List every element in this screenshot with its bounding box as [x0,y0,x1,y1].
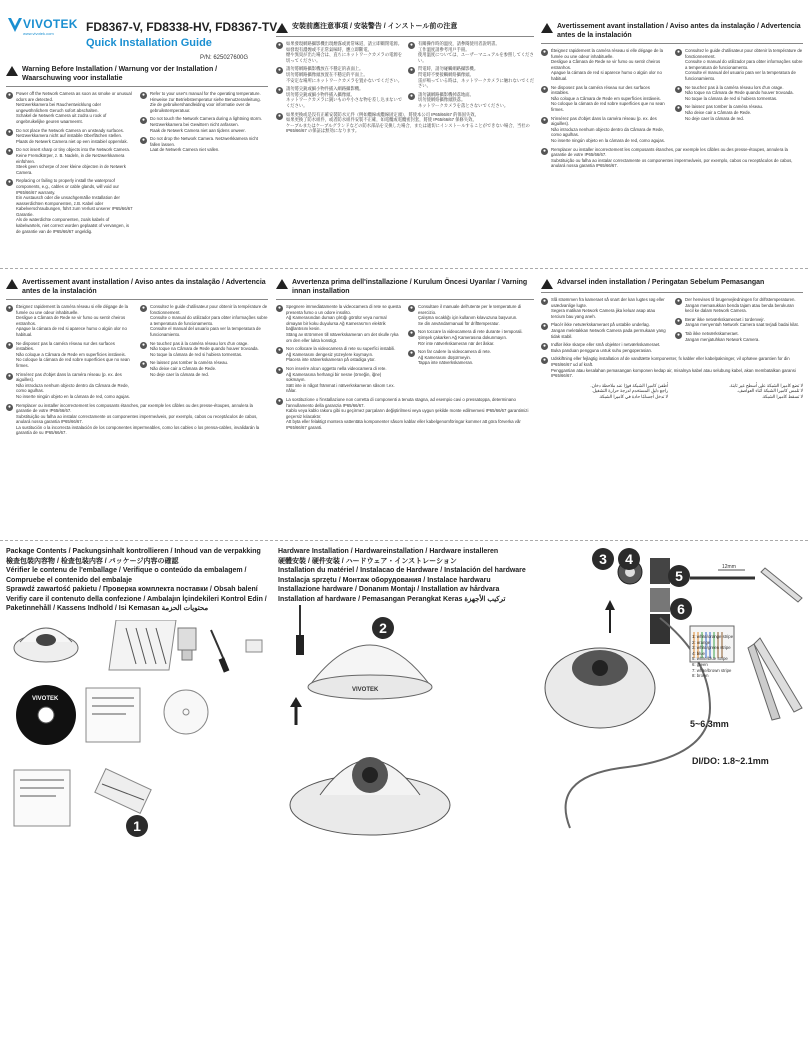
warning-item [6,372,134,400]
warning-text: Do not insert sharp or tiny objects into the Network Camera. Keine Fremdkörper, z. B. Nadeln, in die Netzwerkkamera einführen. Steek geen scherpe of zeer kleine objecten in de Netwerk Camera. [16,147,130,175]
warning-column-right [675,297,803,356]
warning-item [276,66,402,83]
warning-column-right [675,48,803,147]
desiccant-pack-icon [95,769,151,814]
warning-text: Consultare il manuale dell'utente per le temperature di esercizio. Çalışma sıcaklığı için kullanım kılavuzuna başvurun. Se din användarmanual för drifttemperatur. [418,304,522,326]
warning-text: Remplacer ou installer incorrectement les composants étanches, par exemple les câbles ou des presse-étoupes, annulera la garantie de votre IP65/66/67. Substituição ou falha ao instalar correctamente os componentes impermeáveis, por exemplo, cabos ou receptáculos de cabos, anulará nossa garantia IP65/66/67. La sustitución o la incorrecta instalación de los componentes impermeables, como los cables o los prensa-cables, invalidarán la garantía de su IP65/66/67. [16,402,260,436]
bullet-icon: ● [409,67,414,74]
warning-item [6,128,134,145]
arabic-text: راجع دليل المستخدم لدرجة حرارة التشغيل. [591,388,668,394]
warning-item [276,41,402,63]
warning-column-left [276,304,402,397]
bullet-icon: ● [542,323,547,330]
crimp-tool-icon [748,638,802,720]
arabic-warnings [541,383,803,400]
bullet-icon: ● [7,341,12,348]
section-divider [0,268,808,269]
screwdriver-icon [211,630,229,673]
vivotek-logo-icon [8,18,22,32]
bullet-icon: ● [7,403,12,410]
bullet-icon: ● [676,317,681,324]
warning-item [6,91,134,125]
warning-triangle-icon [276,279,288,289]
warning-text: Berør ikke netværkskameraet i tordenvejr. Jangan menyentuh Network Camera saat terjadi badai kilat. [685,316,799,328]
arrow-up-icon [290,697,302,725]
warning-text: Consultez le guide d'utilisateur pour obtenir la température de fonctionnement. Consulte o manual do utilizador para obter informações sobre a temperatura de funcionamento. Consulte el manual del usuario para ver la temperatura de funcionamiento. [685,48,803,81]
screw-pack-icon [109,620,176,670]
warning-item [276,86,402,108]
legend-item: 5: white/blue stripe [692,656,728,662]
bullet-icon: ● [7,305,12,311]
warning-text: N'insérez pas d'objet dans la caméra réseau (p. ex. des aiguilles). Não introduza nenhum objecto dentro da Câmara de Rede, como agulhas. No inserte ningún objeto en la cámara de red, como agujas. [551,115,665,143]
bullet-icon: ● [542,343,547,350]
warning-column-left [276,41,402,112]
warning-panel-fr-pt-es-2 [6,276,268,446]
warning-text: Ne disposez pas la caméra réseau sur des surfaces instables. Não coloque a Câmara de Rede em superfícies instáveis. No coloque la cámara de red sobre superficies que no sean firmes. [551,84,665,112]
warning-item [541,116,669,144]
warning-item [541,85,669,113]
warning-item [541,297,669,319]
warning-text: Remplacer ou installer incorrectement les composants étanches, par exemple les câbles ou des presse-étoupes, annulera la garantie de votre IP65/66/67. Substituição ou falha ao instalar correctamente os componentes impermeáveis, por exemplo, cabos ou receptáculos de cabos, anulará nossa garantia IP65/66/67. [551,146,793,169]
warning-text: Replacing or failing to properly install the waterproof components, e.g., cables or cable glands, will void our IP65/66/67 warranty. Ein Austausch oder die unsachgemäße Installation der wasserdichten Komponenten, z.B. Kabel oder Kabelverschraubungen, führt zum Verlust unserer IP65/66/67 Garantie. Als de waterdichte componenten, zoals kabels of kabelwartels, niet correct worden geplaatst of vervangen, is de garantie van de IP65/66/67 ongeldig. [16,178,133,234]
bullet-icon: ● [277,42,282,48]
bullet-icon: ● [277,366,282,373]
warning-text: N'insérez pas d'objet dans la caméra réseau (p. ex. des aiguilles). Não introduza nenhum objecto dentro da Câmara de Rede, como agulhas. No inserte ningún objeto en la cámara de red, como agujas. [16,371,130,399]
package-title: Package Contents / Packungsinhalt kontrollieren / Inhoud van de verpakking [6,548,261,555]
warning-text: La sostituzione o l'installazione non corretta di componenti a tenuta stagna, ad esempio cavi o pressatoppa, determinano l'annullamento della garanzia IP65/66/67. Kablo veya kablo rakoru gibi su geçirmez parçaların değiştirilmesi veya uygun şekilde monte edilmemesi IP65/66/67 garantimizi geçersiz kılacaktır. Att byta eller felaktigt montera vattentäta komponenter såsom kablar eller kabelgenomföringar kommer att göra förverka vår IP65/66/67 garanti. [286,396,529,430]
warning-item [541,48,669,82]
strip-length-label: 12mm [722,564,736,570]
warning-text: 閃電時，請勿碰觸網路攝影機。 閃電時不要接觸網絡攝像頭。 雷が鳴っている時は、ネットワークカメラに触れないでください。 [418,66,534,89]
warning-header [276,20,534,37]
hardware-title: Installazione hardware / Donanım Montajı / Installation av hårdvara [278,586,500,593]
bullet-icon: ● [542,147,547,154]
warning-title: Avvertenza prima dell'installazione / Kurulum Öncesi Uyarılar / Varning innan installation [292,279,528,295]
warning-item [675,331,803,342]
warning-item [675,317,803,328]
step-1-badge: 1 [126,815,148,837]
arabic-text: لا تسقط كاميرا الشبكة. [761,393,803,399]
warning-item [6,178,134,234]
bullet-icon: ● [409,92,414,99]
warning-item [408,41,534,63]
warning-text: Éteignez rapidement la caméra réseau si elle dégage de la fumée ou une odeur inhabituelle. Desligue a Câmara de Rede se vir fumo ou sentir cheiros estranhos. Apague la cámara de red si aparece humo o algún olor no habitual. [16,304,129,337]
legend-item: 7: white/brown stripe [692,667,732,673]
mounting-bracket-icon [178,628,196,660]
package-title: Verifiy care il contenuto della confezione / Ambalajın İçindekileri Kontrol Edin / Paketinnehåll / Kassens Indhold / Isi Kemasan محتويات الحزمة [6,595,267,612]
cd-brand: VIVOTEK [32,696,59,702]
section-divider [0,540,808,541]
warning-text: Placér ikke netværkskameraet på ustabile underlag. Jangan meletakkan Network Camera pada permukaan yang tidak stabil. [551,322,666,339]
warning-item [541,342,669,353]
di-do-diameter-label: DI/DO: 1.8~2.1mm [692,756,769,766]
bullet-icon: ● [277,347,282,354]
legend-item: 6: green [692,661,708,667]
wire-cutter-icon [761,568,802,602]
hardware-installation-section [278,547,538,604]
bullet-icon: ● [141,117,146,124]
warning-item [6,341,134,369]
warning-title: 安裝前應注意事項 / 安装警告 / インストール前の注意 [292,23,458,30]
warning-text: 請勿將網路攝影機放在不穩定的表面上。 切勿將網路攝像頭放置在不穩定的平面上。 不安定な場所にネットワークカメラを置かないでください。 [286,66,403,83]
dome-removal-illustration [280,605,535,855]
dome-camera-icon [14,628,78,662]
hardware-title: Installation du matériel / Instalacao de Hardware / Instalación del hardware [278,567,526,574]
arabic-text: لا تضع كاميرا الشبكة على أسطح غير ثابتة. [729,382,803,388]
warning-item-waterproof [541,356,803,378]
warning-text: Refer to your user's manual for the operating temperature. Hinweise zur Betriebstemperatur siehe Benutzeranleitung. Zie de gebruikershandleiding voor informatie over de gebruikstemperatuur. [150,91,261,113]
warning-text: Ne touchez pas à la caméra réseau lors d'un orage. Não toque na Câmara de Rede quando houver trovoada. No toque la cámara de red si hubiera tormentas. [150,340,259,357]
warning-text: Non toccare la videocamera di rete durante i temporali. Şimşek çakarken Ağ Kamerasına dokunmayın. Rör inte nätverkskameran när det åskar. [418,329,523,346]
warning-triangle-icon [6,279,18,289]
warning-header [541,20,803,44]
warning-item [140,304,268,338]
warning-text: Ne laissez pas tomber la caméra réseau. Não deixe cair a Câmara de Rede. No deje caer la cámara de red. [685,104,764,121]
camera-body-icon [290,757,450,835]
arabic-text: لا تدخل أجسامًا حادة في كاميرا الشبكة. [598,393,668,399]
warning-column-left [541,48,669,147]
hardware-title: Installation af hardware / Pemasangan Perangkat Keras تركيب الأجهزة [278,595,506,603]
warning-item [675,48,803,82]
bullet-icon: ● [141,92,146,98]
cable-strip-icon [690,570,755,578]
warning-column-left [541,297,669,356]
warning-panel-en-de-nl [6,63,268,263]
warning-text: Non inserire alcun oggetto nella videocamera di rete. Ağ Kamerasına herhangi bir nesne (örneğin, iğne) sokmayın. Sätt inte in något främmat i nätverkskameran såsom t.ex. nålar. [286,365,395,394]
bullet-icon: ● [409,305,414,311]
camera-housing-icon [545,648,655,728]
warning-column-left [6,304,134,403]
warning-column-right [408,304,534,397]
warning-text: 如果更換或是沒有正確安裝防水元件（例如纜線或纜線固定頭），將使本公司 IP65/66/67 的保固失效。 如果更換了防水組件，或者防水組件安裝不正確，如電纜或電纜密封套，將使 IP65/66/67 保修失效。 ケーブルまたはケーブルグランドなどの防水部品を交換した場合、または適切にインストールすることができない場合、当社の IP65/66/67 の保証は無効になります。 [286,111,530,134]
warning-item [408,66,534,88]
arabic-text: لا تلمس كاميرا الشبكة أثناء العواصف. [736,388,803,394]
legend-item: 4: blue [692,650,705,656]
bullet-icon: ● [409,350,414,357]
warning-text: Non far cadere la videocamera di rete. Ağ Kamerasını düşürmeyin. Tappa inte nätverkskameran. [418,349,492,366]
warning-item [675,104,803,121]
warning-item [140,136,268,153]
warning-column-right [140,304,268,403]
package-title: Vérifier le contenu de l'emballage / Verifique o conteúdo da embalagem / Compruebe el contenido del embalaje [6,567,247,584]
warning-item [408,92,534,109]
warning-item [140,116,268,133]
warning-panel-fr-pt-es [541,20,803,200]
warning-header [6,276,268,300]
bullet-icon: ● [277,397,282,404]
bullet-icon: ● [676,85,681,92]
warning-text: Slå strømmen fra kameraet så snart der kan lugtes røg eller usædvanlige lugte. Segera matikan Network Camera jika keluar asap atau tercium bau yang aneh. [551,297,665,319]
bullet-icon: ● [141,361,146,368]
warning-text: Indfør ikke skarpe eller små objekter i netværkskameraet. Buka panduan pengguna untuk suhu pengoperasian. [551,342,661,353]
warning-text: Do not drop the Network Camera. Netzwerkkamera nicht fallen lassen. Laat de Netwerk Camera niet vallen. [150,136,258,153]
dome-label: VIVOTEK [352,687,379,693]
warning-item [276,366,402,394]
arabic-text: أطفئ كاميرا الشبكة فورًا عند ملاحظة دخان. [590,382,668,388]
tape-pad-icon [246,640,262,652]
software-cd-icon [16,685,76,745]
bullet-icon: ● [409,42,414,48]
bullet-icon: ● [542,85,547,92]
bullet-icon: ● [277,87,282,94]
cable-gland-icon [618,558,670,644]
bullet-icon: ● [542,298,547,304]
warning-text: 如果發現網路攝影機出現煙霧或異常味道，請立即關閉電源。 如發現有濃煙或不正常氣味時，應立即斷電。 煙や異臭が出た場合は、直ちにネットワークカメラの電源を切ってください。 [286,41,403,63]
step-2-badge: 2 [372,617,394,639]
warning-triangle-icon [276,23,288,33]
warning-text: Ne touchez pas à la caméra réseau lors d'un orage. Não toque na Câmara de Rede quando houver trovoada. No toque la cámara de red si hubiera tormentas. [685,84,794,101]
warning-item-waterproof [276,112,534,134]
warning-panel-zh-ja [276,20,534,192]
bullet-icon: ● [409,330,414,337]
screwdriver-icon [296,605,304,655]
quick-guide-icon [86,688,140,742]
warning-text: Do not place the Network Camera on unsteady surfaces. Netzwerkkamera nicht auf instabile Oberflächen stellen. Plaats de Netwerk Camera niet op een instabiel oppervlak. [16,127,128,144]
warning-item [140,341,268,358]
warning-item [675,85,803,102]
warning-triangle-icon [541,23,553,33]
warning-item-waterproof [541,147,803,169]
warning-text: 請勿將尖銳或細小物件插入網路攝影機。 切勿將尖銳或細小物件插入攝像頭。 ネットワークカメラに鋭いものや小さな物を差し込まないでください。 [286,86,403,108]
warning-text: Ne laissez pas tomber la caméra réseau. Não deixe cair a Câmara de Rede. No deje caer la cámara de red. [150,360,229,377]
hardware-title: Instalacja sprzętu / Монтаж оборудования / Instalace hardwaru [278,576,491,584]
bullet-icon: ● [7,372,12,379]
bullet-icon: ● [141,341,146,348]
brand-name: VIVOTEK [23,17,78,31]
step-3-badge: 3 [592,548,614,570]
warning-header [541,276,803,293]
step-4-badge: 4 [618,548,640,570]
warning-item-waterproof [6,403,268,437]
package-contents-illustration [6,620,270,840]
warning-item [6,147,134,175]
brand-tagline: www.vivotek.com [23,31,54,36]
bullet-icon: ● [542,116,547,123]
warning-item [408,329,534,346]
legend-item: 3: white/green stripe [692,645,731,651]
arabic-column-right [676,383,803,400]
legend-item: 8: brown [692,673,709,679]
bullet-icon: ● [141,137,146,144]
model-title: FD8367-V, FD8338-HV, FD8367-TV [86,20,278,34]
step-6-badge: 6 [670,598,692,620]
package-title: 檢查包裝內容物 / 检查包装内容 / パッケージ内容の確認 [6,557,179,565]
warning-item [408,304,534,326]
color-legend [692,634,752,679]
bullet-icon: ● [7,179,12,186]
bullet-icon: ● [676,49,681,55]
warning-title: Avertissement avant installation / Aviso antes da instalação / Advertencia antes de la instalación [22,279,266,295]
warning-text: Spegnere immediatamente la videocamera di rete se questa presenta fumo o un odore insolito. Ağ Kamerasından duman çıktığı görülür veya normal olmayan bir koku duyulursa Ağ Kamerası'nın elektrik bağlantısını kesin. Stäng av strömmen till nätverkskameran om det skulle ryka om den eller lukta konstigt. [286,304,401,343]
warning-item [140,360,268,377]
warning-item [675,297,803,314]
brand-logo [8,16,78,42]
package-contents-section [6,547,270,614]
part-number: P/N: 625027600G [200,55,249,61]
step-5-badge: 5 [668,565,690,587]
warning-title: Advarsel inden installation / Peringatan Sebelum Pemasangan [557,279,765,286]
bullet-icon: ● [277,67,282,74]
warning-text: 有關操作時的溫度，請參閱使用者說明書。 工作溫度請參考用戶手冊。 使用温度については、ユーザーマニュアルを参照してください。 [418,41,534,63]
warning-text: Ne disposez pas la caméra réseau sur des surfaces instables. Não coloque a Câmara de Rede em superfícies instáveis. No coloque la cámara de red sobre superficies que no sean firmes. [16,340,130,368]
arrow-up-icon [605,600,615,633]
warning-text: Der henvises til brugervejledningen for driftstemperaturen. Jangan memasukkan benda tajam atau benda berukuran kecil ke dalam Network Camera. [685,297,796,314]
warning-triangle-icon [541,279,553,289]
bullet-icon: ● [542,49,547,55]
hardware-title: Hardware Installation / Hardwareinstallation / Hardware installeren [278,548,499,555]
legend-item: 2: orange [692,639,711,645]
warning-text: Udskiftning eller fejlagtig installation af de vandtætte komponenter, fx kabler eller kabelpakninger, vil ophæve garantien for din IP65/66/67 ud af kraft. Penggantian atau kesalahan pemasangan komponen kedap air, misalnya kabel atau selubung kabel, akan membatalkan garansi IP65/66/67. [551,356,796,379]
warning-panel-da-id-ar [541,276,803,486]
warning-column-left [6,91,134,237]
bullet-icon: ● [141,305,146,311]
warning-text: Tab ikke netværkskameraet. Jangan menjatuhkan Network Camera. [685,330,760,342]
bullet-icon: ● [277,305,282,311]
bullet-icon: ● [277,112,282,119]
bullet-icon: ● [676,298,681,304]
bullet-icon: ● [7,148,12,155]
package-title: Sprawdź zawartość pakietu / Проверка комплекта поставки / Obsah balení [6,586,258,593]
warning-text: Non collocare la videocamera di rete su superfici instabili. Ağ Kamerasını dengesiz yüzeylere koymayın. Placera inte nätverkskameran på ostadiga ytor. [286,346,396,363]
warning-text: Power off the Network Camera as soon as smoke or unusual odors are detected. Netzwerkkamera bei Rauchentwicklung oder ungewöhnlichem Geruch sofort abschalten. Schakel de Netwerk Camera uit zodra u rook of ongebruikelijke geuren waarneemt. [16,91,132,124]
bullet-icon: ● [542,357,547,364]
bullet-icon: ● [7,92,12,98]
bullet-icon: ● [7,128,12,135]
warning-item [541,322,669,339]
warning-header [276,276,534,300]
warning-item [276,346,402,363]
alignment-sticker-icon [164,690,208,734]
warning-panel-it-tr-sv [276,276,534,436]
warning-title: Avertissement avant installation / Aviso antes da instalação / Advertencia antes de la instalación [557,23,801,39]
warning-text: 請勿讓網路攝影機掉落地面。 切勿使網絡攝像頭跌落。 ネットワークカメラを落とさないでください。 [418,91,509,108]
cable-diameter-label: 5~6.3mm [690,719,729,729]
warranty-card-icon [14,770,70,826]
warning-title: Warning Before Installation / Warnung vor der Installation / Waarschuwing voor installatie [22,66,218,82]
warning-item [140,91,268,113]
warning-triangle-icon [6,66,18,76]
guide-title: Quick Installation Guide [86,37,212,49]
warning-column-right [140,91,268,237]
warning-item [408,349,534,366]
warning-text: Consultez le guide d'utilisateur pour obtenir la température de fonctionnement. Consulte o manual do utilizador para obter informações sobre a temperatura de funcionamento. Consulte el manual del usuario para ver la temperatura de funcionamiento. [150,304,268,337]
hardware-title: 硬體安裝 / 硬件安装 / ハードウェア・インストレーション [278,557,457,565]
legend-item: 1: white/orange stripe [692,634,734,639]
warning-column-right [408,41,534,112]
bullet-icon: ● [676,105,681,112]
arabic-column-left [541,383,668,400]
warning-item-waterproof [276,397,534,431]
warning-item [6,304,134,338]
wiring-illustration [540,548,804,848]
warning-text: Do not touch the Network Camera during a lightning storm. Netzwerkkamera bei Gewittern nicht anfassen. Raak de Netwerk Camera niet aan tijdens onweer. [150,116,263,133]
warning-item [276,304,402,343]
warning-text: Éteignez rapidement la caméra réseau si elle dégage de la fumée ou une odeur inhabituelle. Desligue a Câmara de Rede se vir fumo ou sentir cheiros estranhos. Apague la cámara de red si aparece humo o algún olor no habitual. [551,48,664,81]
warning-header [6,63,268,87]
bullet-icon: ● [676,331,681,338]
